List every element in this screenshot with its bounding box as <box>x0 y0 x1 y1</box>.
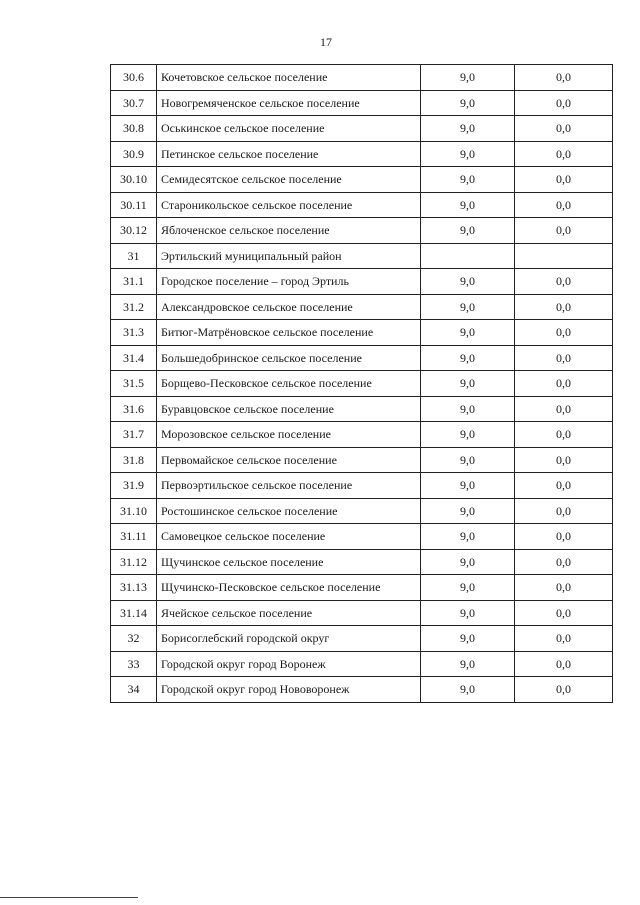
row-number-cell: 33 <box>111 651 157 677</box>
row-value-2-cell: 0,0 <box>515 345 613 371</box>
row-value-2-cell: 0,0 <box>515 575 613 601</box>
table-row <box>111 498 613 524</box>
row-number-cell: 31.11 <box>111 524 157 550</box>
row-value-2-cell: 0,0 <box>515 549 613 575</box>
row-number-cell: 31.5 <box>111 371 157 397</box>
table-row <box>111 192 613 218</box>
row-value-2-cell: 0,0 <box>515 524 613 550</box>
row-value-1-cell: 9,0 <box>421 626 515 652</box>
row-value-2-cell: 0,0 <box>515 320 613 346</box>
table-row <box>111 141 613 167</box>
row-name-cell: Самовецкое сельское поселение <box>157 524 421 550</box>
row-value-1-cell: 9,0 <box>421 116 515 142</box>
row-name-cell: Большедобринское сельское поселение <box>157 345 421 371</box>
row-value-1-cell: 9,0 <box>421 167 515 193</box>
row-value-2-cell: 0,0 <box>515 90 613 116</box>
row-number-cell: 31.6 <box>111 396 157 422</box>
row-value-2-cell: 0,0 <box>515 141 613 167</box>
table-row <box>111 473 613 499</box>
table-row <box>111 65 613 91</box>
row-value-2-cell: 0,0 <box>515 65 613 91</box>
row-number-cell: 31.13 <box>111 575 157 601</box>
row-value-2-cell: 0,0 <box>515 294 613 320</box>
row-number-cell: 31.1 <box>111 269 157 295</box>
row-name-cell: Александровское сельское поселение <box>157 294 421 320</box>
table-row <box>111 651 613 677</box>
row-name-cell: Городской округ город Нововоронеж <box>157 677 421 703</box>
row-value-2-cell: 0,0 <box>515 218 613 244</box>
table-row <box>111 218 613 244</box>
row-name-cell: Борисоглебский городской округ <box>157 626 421 652</box>
row-value-2-cell: 0,0 <box>515 626 613 652</box>
table-row <box>111 90 613 116</box>
row-name-cell: Кочетовское сельское поселение <box>157 65 421 91</box>
row-value-1-cell: 9,0 <box>421 677 515 703</box>
row-number-cell: 31.8 <box>111 447 157 473</box>
row-value-1-cell: 9,0 <box>421 498 515 524</box>
row-name-cell: Новогремяченское сельское поселение <box>157 90 421 116</box>
row-number-cell: 30.8 <box>111 116 157 142</box>
row-value-1-cell: 9,0 <box>421 600 515 626</box>
row-value-1-cell: 9,0 <box>421 447 515 473</box>
row-number-cell: 30.11 <box>111 192 157 218</box>
row-value-2-cell: 0,0 <box>515 192 613 218</box>
row-value-1-cell: 9,0 <box>421 90 515 116</box>
row-value-2-cell: 0,0 <box>515 396 613 422</box>
table-row <box>111 116 613 142</box>
row-number-cell: 30.6 <box>111 65 157 91</box>
row-value-1-cell: 9,0 <box>421 575 515 601</box>
table-row <box>111 422 613 448</box>
row-number-cell: 31.12 <box>111 549 157 575</box>
row-number-cell: 30.10 <box>111 167 157 193</box>
table-row <box>111 626 613 652</box>
table-row <box>111 677 613 703</box>
row-number-cell: 30.7 <box>111 90 157 116</box>
row-number-cell: 31.9 <box>111 473 157 499</box>
row-number-cell: 31.4 <box>111 345 157 371</box>
row-value-2-cell: 0,0 <box>515 498 613 524</box>
table-row <box>111 243 613 269</box>
row-value-1-cell: 9,0 <box>421 218 515 244</box>
row-number-cell: 34 <box>111 677 157 703</box>
row-value-1-cell: 9,0 <box>421 141 515 167</box>
row-value-2-cell: 0,0 <box>515 371 613 397</box>
row-name-cell: Щучинско-Песковское сельское поселение <box>157 575 421 601</box>
table-row <box>111 575 613 601</box>
row-value-2-cell: 0,0 <box>515 473 613 499</box>
row-number-cell: 32 <box>111 626 157 652</box>
row-value-2-cell: 0,0 <box>515 677 613 703</box>
row-number-cell: 31.10 <box>111 498 157 524</box>
row-value-1-cell: 9,0 <box>421 473 515 499</box>
row-value-2-cell: 0,0 <box>515 116 613 142</box>
row-value-1-cell: 9,0 <box>421 294 515 320</box>
row-name-cell: Петинское сельское поселение <box>157 141 421 167</box>
row-name-cell: Староникольское сельское поселение <box>157 192 421 218</box>
row-name-cell: Яблоченское сельское поселение <box>157 218 421 244</box>
table-row <box>111 167 613 193</box>
table-row <box>111 524 613 550</box>
table-row <box>111 600 613 626</box>
row-name-cell: Городское поселение – город Эртиль <box>157 269 421 295</box>
row-number-cell: 30.12 <box>111 218 157 244</box>
row-number-cell: 31.2 <box>111 294 157 320</box>
row-value-1-cell <box>421 243 515 269</box>
row-value-2-cell <box>515 243 613 269</box>
row-name-cell: Ростошинское сельское поселение <box>157 498 421 524</box>
row-name-cell: Семидесятское сельское поселение <box>157 167 421 193</box>
row-value-1-cell: 9,0 <box>421 192 515 218</box>
table-row <box>111 320 613 346</box>
row-name-cell: Битюг-Матрёновское сельское поселение <box>157 320 421 346</box>
page-number: 17 <box>320 35 332 49</box>
row-value-2-cell: 0,0 <box>515 269 613 295</box>
row-value-1-cell: 9,0 <box>421 396 515 422</box>
table-row <box>111 269 613 295</box>
table-row <box>111 549 613 575</box>
footnote-separator <box>0 897 138 898</box>
row-name-cell: Щучинское сельское поселение <box>157 549 421 575</box>
row-number-cell: 30.9 <box>111 141 157 167</box>
row-value-2-cell: 0,0 <box>515 447 613 473</box>
row-name-cell: Морозовское сельское поселение <box>157 422 421 448</box>
row-number-cell: 31.7 <box>111 422 157 448</box>
row-name-cell: Эртильский муниципальный район <box>157 243 421 269</box>
row-name-cell: Первомайское сельское поселение <box>157 447 421 473</box>
row-value-2-cell: 0,0 <box>515 651 613 677</box>
table-row <box>111 345 613 371</box>
row-name-cell: Ячейское сельское поселение <box>157 600 421 626</box>
row-value-2-cell: 0,0 <box>515 167 613 193</box>
row-value-1-cell: 9,0 <box>421 422 515 448</box>
data-table <box>110 64 613 703</box>
row-name-cell: Буравцовское сельское поселение <box>157 396 421 422</box>
table-row <box>111 371 613 397</box>
table-body <box>111 65 613 703</box>
table-row <box>111 294 613 320</box>
row-value-1-cell: 9,0 <box>421 269 515 295</box>
table-row <box>111 447 613 473</box>
row-value-1-cell: 9,0 <box>421 524 515 550</box>
row-value-2-cell: 0,0 <box>515 600 613 626</box>
row-value-1-cell: 9,0 <box>421 549 515 575</box>
row-name-cell: Первоэртильское сельское поселение <box>157 473 421 499</box>
row-name-cell: Борщево-Песковское сельское поселение <box>157 371 421 397</box>
row-value-1-cell: 9,0 <box>421 371 515 397</box>
row-name-cell: Оськинское сельское поселение <box>157 116 421 142</box>
row-number-cell: 31.3 <box>111 320 157 346</box>
row-value-1-cell: 9,0 <box>421 65 515 91</box>
row-value-1-cell: 9,0 <box>421 320 515 346</box>
table-row <box>111 396 613 422</box>
row-number-cell: 31.14 <box>111 600 157 626</box>
row-value-1-cell: 9,0 <box>421 345 515 371</box>
row-name-cell: Городской округ город Воронеж <box>157 651 421 677</box>
row-value-1-cell: 9,0 <box>421 651 515 677</box>
row-value-2-cell: 0,0 <box>515 422 613 448</box>
row-number-cell: 31 <box>111 243 157 269</box>
